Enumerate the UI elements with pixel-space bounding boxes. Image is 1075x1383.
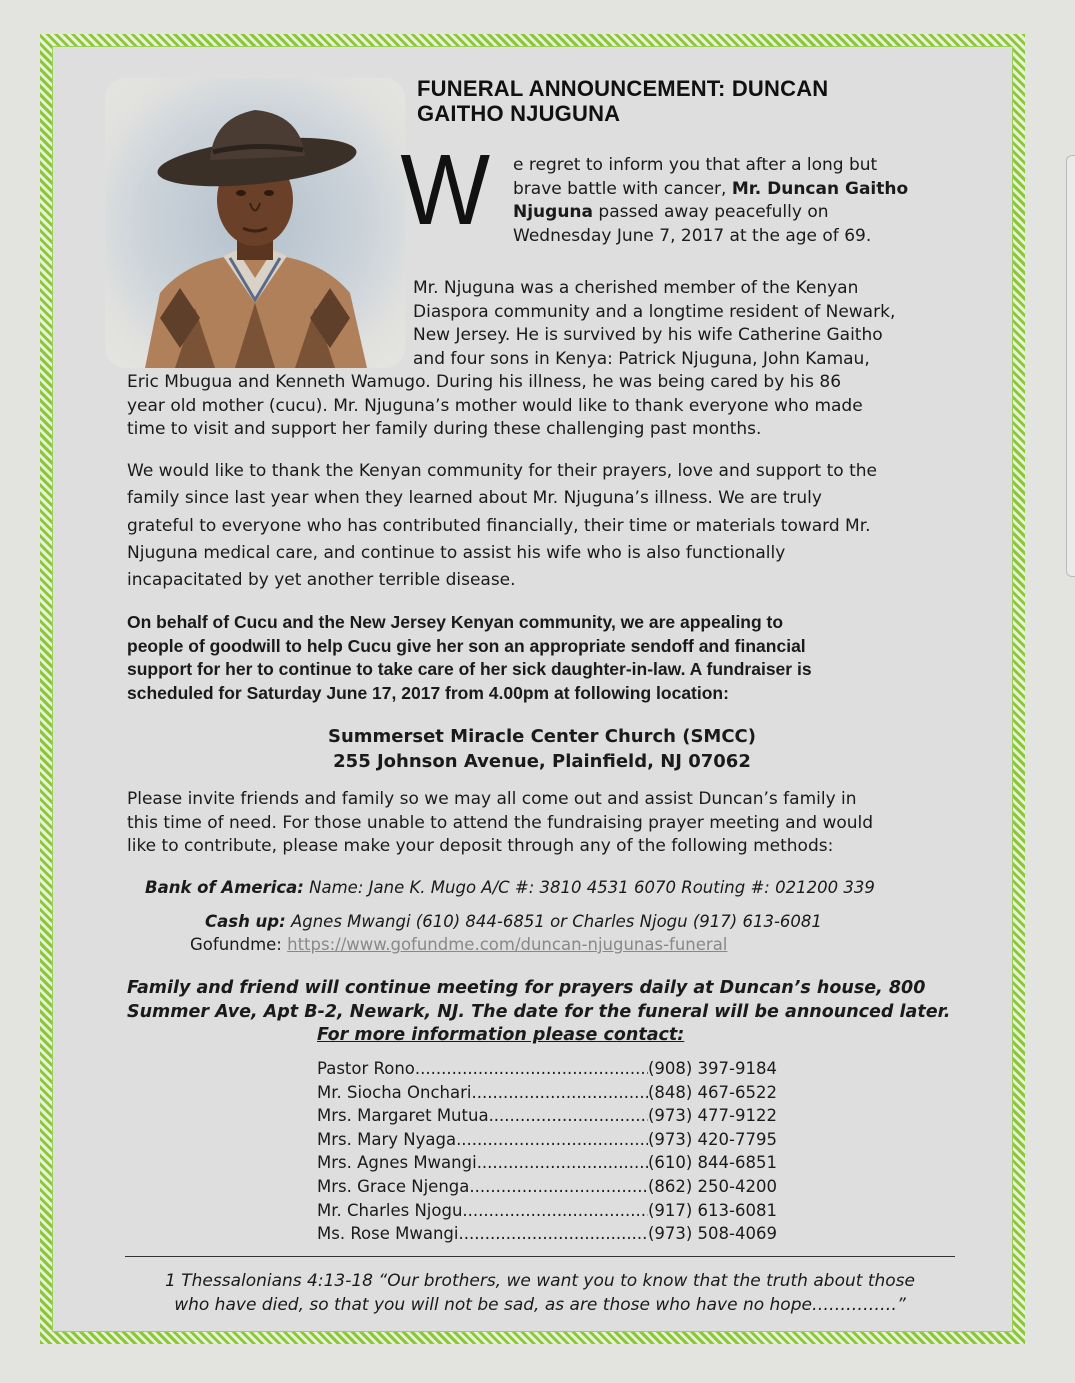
bank-detail: Name: Jane K. Mugo A/C #: 3810 4531 6070 Routing #: 021200 339 xyxy=(303,878,875,897)
contact-list xyxy=(317,1057,777,1246)
intro-text: brave battle with cancer, xyxy=(513,178,732,199)
intro-line: e regret to inform you that after a long but xyxy=(513,155,878,175)
contact-row xyxy=(317,1057,777,1081)
intro-line xyxy=(513,201,908,225)
contact-name: Mr. Charles Njogu xyxy=(317,1200,463,1220)
prayers-line: Summer Ave, Apt B-2, Newark, NJ. The date for the funeral will be announced later. xyxy=(127,1001,951,1022)
leader-dots xyxy=(472,1081,648,1105)
appeal-paragraph xyxy=(127,611,812,705)
drop-cap: W xyxy=(400,134,491,246)
gofundme-payment xyxy=(190,933,727,957)
contact-name: Mrs. Margaret Mutua xyxy=(317,1106,489,1126)
contact-phone: (908) 397-9184 xyxy=(647,1059,777,1078)
contact-phone: (973) 508-4069 xyxy=(647,1224,777,1244)
leader-dots xyxy=(477,1151,648,1175)
contact-row xyxy=(317,1175,777,1199)
contact-phone: (862) 250-4200 xyxy=(647,1176,777,1196)
appeal-line: people of goodwill to help Cucu give her son an appropriate sendoff and financial xyxy=(127,635,806,656)
gofundme-link[interactable]: https://www.gofundme.com/duncan-njugunas-funeral xyxy=(287,935,728,954)
appeal-line: support for her to continue to take care of her sick daughter-in-law. A fundraiser is xyxy=(127,659,812,679)
cash-payment xyxy=(205,910,822,934)
leader-dots xyxy=(415,1057,648,1081)
bio-line: year old mother (cucu). Mr. Njuguna’s mother would like to thank everyone who made xyxy=(127,395,863,416)
verse-line: 1 Thessalonians 4:13-18 “Our brothers, we want you to know that the truth about those xyxy=(165,1271,915,1291)
cash-label: Cash up: xyxy=(205,912,286,931)
contact-row xyxy=(317,1081,777,1105)
contact-name: Mrs. Mary Nyaga xyxy=(317,1129,457,1149)
deceased-name: Mr. Duncan Gaitho xyxy=(731,178,909,199)
prayers-line: Family and friend will continue meeting for prayers daily at Duncan’s house, 800 xyxy=(127,978,926,998)
thanks-line: family since last year when they learned about Mr. Njuguna’s illness. We are truly xyxy=(127,488,822,509)
bio-line: and four sons in Kenya: Patrick Njuguna, John Kamau, xyxy=(413,348,870,369)
bio-line: New Jersey. He is survived by his wife Catherine Gaitho xyxy=(413,325,883,345)
contact-phone: (973) 420-7795 xyxy=(647,1129,777,1149)
bank-payment xyxy=(145,876,875,900)
contact-phone: (610) 844-6851 xyxy=(647,1153,777,1173)
invite-paragraph xyxy=(127,788,873,859)
thanks-line: grateful to everyone who has contributed financially, their time or materials toward Mr. xyxy=(127,515,871,536)
bio-line: Mr. Njuguna was a cherished member of the Kenyan xyxy=(413,278,859,298)
thanks-paragraph xyxy=(127,458,877,594)
contact-row xyxy=(317,1222,777,1246)
contact-name: Mrs. Agnes Mwangi xyxy=(317,1153,477,1173)
venue-block xyxy=(127,724,957,774)
contact-heading: For more information please contact: xyxy=(317,1025,685,1045)
intro-text: passed away peacefully on xyxy=(593,202,829,222)
contact-row xyxy=(317,1151,777,1175)
bio-line: time to visit and support her family during these challenging past months. xyxy=(127,419,762,439)
prayers-paragraph xyxy=(127,977,950,1024)
intro-line: Wednesday June 7, 2017 at the age of 69. xyxy=(513,225,872,246)
bio-paragraph-top xyxy=(413,277,895,371)
invite-line: Please invite friends and family so we may all come out and assist Duncan’s family in xyxy=(127,789,857,809)
contact-name: Mr. Siocha Onchari xyxy=(317,1082,472,1102)
leader-dots xyxy=(469,1175,648,1199)
thanks-line: We would like to thank the Kenyan community for their prayers, love and support to the xyxy=(127,461,877,481)
title-line-2: GAITHO NJUGUNA xyxy=(417,101,621,126)
invite-line: like to contribute, please make your deposit through any of the following methods: xyxy=(127,836,834,856)
leader-dots xyxy=(459,1222,648,1246)
contact-phone: (973) 477-9122 xyxy=(647,1106,777,1126)
leader-dots xyxy=(489,1104,648,1128)
gofundme-label: Gofundme: xyxy=(190,935,288,954)
bio-line: Diaspora community and a longtime resident of Newark, xyxy=(413,301,896,322)
contact-row xyxy=(317,1104,777,1128)
leader-dots xyxy=(456,1128,648,1152)
portrait-photo xyxy=(105,78,405,368)
venue-address: 255 Johnson Avenue, Plainfield, NJ 07062 xyxy=(333,751,751,772)
contact-phone: (917) 613-6081 xyxy=(647,1200,777,1220)
leader-dots xyxy=(462,1199,648,1223)
contact-row xyxy=(317,1199,777,1223)
thanks-line: incapacitated by yet another terrible disease. xyxy=(127,570,516,591)
appeal-line: scheduled for Saturday June 17, 2017 from 4.00pm at following location: xyxy=(127,682,729,703)
announcement-title xyxy=(417,76,977,126)
appeal-line: On behalf of Cucu and the New Jersey Kenyan community, we are appealing to xyxy=(127,612,784,632)
bio-line: Eric Mbugua and Kenneth Wamugo. During his illness, he was being cared by his 86 xyxy=(127,372,842,392)
invite-line: this time of need. For those unable to attend the fundraising prayer meeting and would xyxy=(127,812,874,833)
bio-paragraph-bottom xyxy=(127,371,863,442)
contact-name: Ms. Rose Mwangi xyxy=(317,1224,459,1244)
contact-phone: (848) 467-6522 xyxy=(647,1082,777,1102)
intro-line xyxy=(513,178,908,202)
cash-detail: Agnes Mwangi (610) 844-6851 or Charles Njogu (917) 613-6081 xyxy=(285,912,822,931)
title-line-1: FUNERAL ANNOUNCEMENT: DUNCAN xyxy=(417,76,829,101)
bank-label: Bank of America: xyxy=(145,878,304,897)
divider-line xyxy=(125,1256,955,1257)
intro-paragraph xyxy=(513,154,908,248)
scripture-verse xyxy=(125,1269,955,1317)
thanks-line: Njuguna medical care, and continue to assist his wife who is also functionally xyxy=(127,542,786,563)
verse-line: who have died, so that you will not be sad, as are those who have no hope……………” xyxy=(174,1295,906,1315)
deceased-surname: Njuguna xyxy=(513,202,594,222)
contact-name: Pastor Rono xyxy=(317,1059,415,1078)
contact-name: Mrs. Grace Njenga xyxy=(317,1176,470,1196)
portrait-illustration xyxy=(105,78,405,368)
venue-name: Summerset Miracle Center Church (SMCC) xyxy=(328,726,756,747)
contact-row xyxy=(317,1128,777,1152)
